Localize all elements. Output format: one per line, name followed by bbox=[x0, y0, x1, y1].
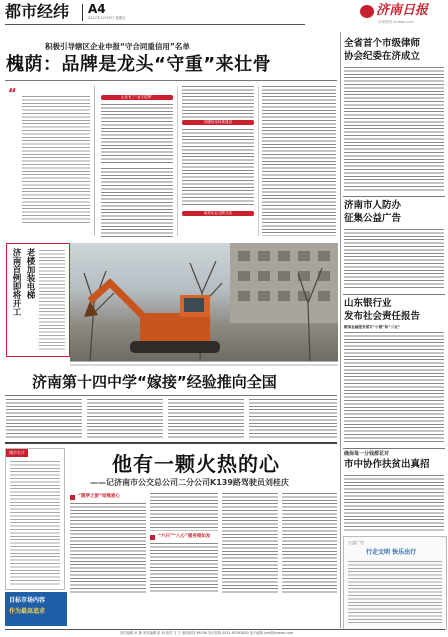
header-rule bbox=[5, 24, 305, 25]
banking-headline-2: 发布社会责任报告 bbox=[344, 311, 421, 322]
rc-rule-2 bbox=[343, 294, 445, 295]
newspaper-logo bbox=[360, 3, 444, 21]
vertical-headline-1: 济南首例即将开工 bbox=[11, 248, 21, 316]
civil-defense-text bbox=[344, 229, 444, 289]
promo-line-2: 作为最高追求 bbox=[9, 608, 46, 615]
lawyer-association-headline-2: 协会纪委在济成立 bbox=[344, 51, 421, 62]
body-column-2b bbox=[182, 129, 254, 207]
excavator-photo bbox=[70, 243, 338, 361]
feature-col-1 bbox=[70, 503, 146, 593]
photo-illustration bbox=[70, 243, 338, 361]
elevator-story-box bbox=[6, 243, 70, 357]
poverty-kicker: 确保每一分钱都花对 bbox=[344, 451, 390, 457]
feature-kicker-tag: 城市名片 bbox=[6, 449, 28, 457]
section-rule bbox=[5, 442, 337, 444]
footer-info: 责任编辑 孙 静 美术编辑 张 迪 校对 王 宁 新闻热线 96706 发行热线 0531-85193000 电子邮箱 jnrb@jnnews.com bbox=[120, 631, 294, 635]
civil-defense-headline-2: 征集公益广告 bbox=[344, 213, 402, 224]
feature-subheadline: ——记济南市公交总公司二分公司K139路驾驶员刘桂庆 bbox=[90, 478, 289, 487]
quote-mark-icon: “ bbox=[8, 87, 17, 102]
column-rule-a bbox=[177, 86, 178, 236]
section-divider bbox=[82, 4, 83, 21]
lawyer-association-headline-1: 全省首个市级律师 bbox=[344, 38, 421, 49]
banking-subheadline: 精准金融服务谱写“小微”和“三农” bbox=[344, 325, 401, 329]
section-title: 都市经纬 bbox=[5, 2, 70, 21]
lead-column-rule bbox=[94, 86, 95, 236]
body-column-1a bbox=[101, 104, 173, 164]
main-story-headline: 槐荫：品牌是龙头“守重”来壮骨 bbox=[6, 54, 272, 75]
school-story-col-3 bbox=[168, 399, 244, 439]
photo-caption-text bbox=[70, 361, 338, 367]
rc-rule-3 bbox=[343, 448, 445, 449]
feature-sidebar-text bbox=[10, 461, 60, 585]
notice-headline: 行走文明 快乐出行 bbox=[366, 549, 417, 556]
logo-icon bbox=[360, 5, 374, 18]
subhead-badge-2: 加强信用体系建设 bbox=[182, 120, 254, 126]
promo-ad bbox=[5, 592, 67, 626]
date-line: 2017年12月8日 星期五 bbox=[88, 16, 126, 20]
school-story-col-2 bbox=[87, 399, 163, 439]
page-number: A4 bbox=[88, 2, 106, 16]
banking-headline-1: 山东银行业 bbox=[344, 298, 392, 309]
school-story-col-4 bbox=[249, 399, 337, 439]
bullet-icon bbox=[150, 535, 155, 540]
school-story-col-1 bbox=[6, 399, 82, 439]
bullet-icon bbox=[70, 495, 75, 500]
school-headline-rule bbox=[5, 395, 337, 396]
banking-text bbox=[344, 332, 444, 444]
body-column-1b bbox=[101, 168, 173, 238]
feature-col-2b bbox=[150, 543, 218, 593]
feature-col-2 bbox=[150, 493, 218, 531]
feature-sidebar bbox=[5, 448, 65, 590]
logo-text: 济南日报 bbox=[376, 3, 429, 18]
feature-col-3 bbox=[222, 493, 278, 593]
subhead-badge-3: 政府企业互联互动 bbox=[182, 211, 254, 217]
logo-subline: 济南报网 jnnews.com bbox=[378, 20, 414, 24]
vertical-headline-2: 老楼加装电梯 bbox=[25, 248, 35, 299]
elevator-story-text bbox=[39, 250, 65, 350]
school-story-headline: 济南第十四中学“嫁接”经验推向全国 bbox=[32, 373, 277, 391]
feature-col-4 bbox=[282, 493, 337, 593]
promo-line-1: 目标市场内容 bbox=[9, 597, 46, 604]
lead-paragraph bbox=[22, 96, 90, 224]
footer-rule bbox=[5, 629, 445, 630]
body-column-2a bbox=[182, 86, 254, 118]
kicker-rule bbox=[5, 80, 337, 81]
rc-rule-1 bbox=[343, 196, 445, 197]
feature-inner-head-1: “圆梦之旅”结缘爱心 bbox=[70, 493, 146, 501]
column-rule-b bbox=[258, 86, 259, 236]
page-header bbox=[0, 0, 448, 30]
subhead-badge-1: 企业有了“金字招牌” bbox=[101, 95, 173, 101]
notice-tag: 公益广告 bbox=[348, 540, 364, 545]
right-column-rule bbox=[340, 32, 341, 628]
public-notice-box bbox=[343, 536, 447, 630]
poverty-text bbox=[344, 475, 444, 531]
notice-text bbox=[348, 561, 442, 625]
civil-defense-headline-1: 济南市人防办 bbox=[344, 200, 402, 211]
lawyer-association-text bbox=[344, 67, 444, 193]
feature-inner-head-2: “六只”“八心”服务细如发 bbox=[150, 533, 220, 541]
feature-headline: 他有一颗火热的心 bbox=[112, 452, 280, 476]
body-column-3 bbox=[262, 86, 336, 236]
main-story-kicker: 积极引导辖区企业申报“守合同重信用”名单 bbox=[45, 42, 190, 51]
poverty-headline: 市中协作扶贫出真招 bbox=[344, 459, 430, 470]
